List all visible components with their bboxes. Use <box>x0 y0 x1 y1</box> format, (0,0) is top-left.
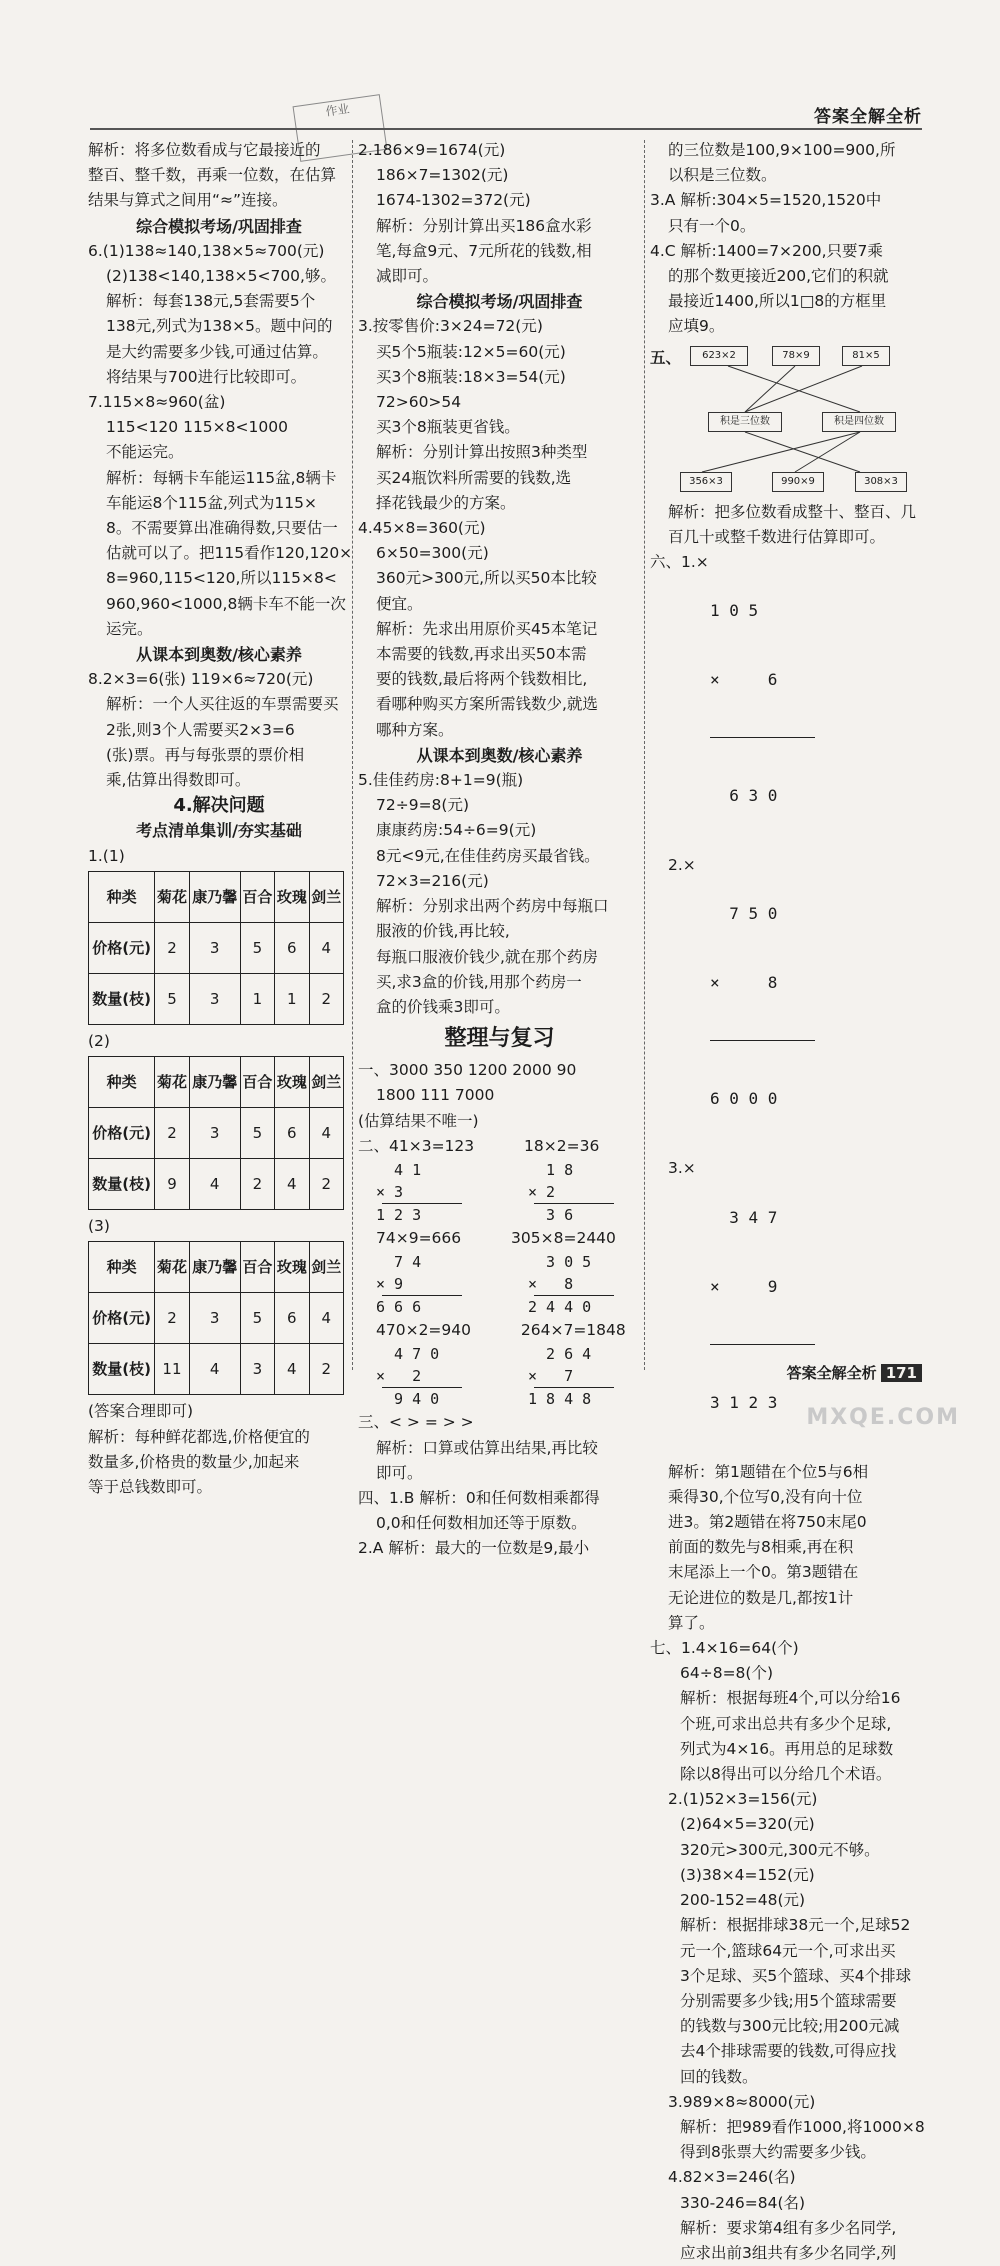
analysis-line: 解析：根据每班4个,可以分给16 <box>680 1689 901 1708</box>
table-row <box>89 1293 344 1344</box>
answer-line: 3.A 解析:304×5=1520,1520中 <box>650 191 882 210</box>
answer-line: 72>60>54 <box>376 393 462 412</box>
analysis-line: 买24瓶饮料所需要的钱数,选 <box>376 468 572 487</box>
page-footer <box>787 1362 922 1383</box>
analysis-line: 前面的数先与8相乘,再在积 <box>668 1538 854 1557</box>
answer-line <box>358 1318 641 1343</box>
table-cell: 3 <box>189 922 240 973</box>
calc-row: 6 3 0 <box>710 786 778 806</box>
table-cell: 价格(元) <box>89 1293 155 1344</box>
calc-row: 3 1 2 3 <box>710 1392 778 1412</box>
answer-line: (2)138<140,138×5<700,够。 <box>106 267 336 286</box>
analysis-line: 分别需要多少钱;用5个篮球需要 <box>680 1991 897 2010</box>
table-cell: 5 <box>155 973 189 1024</box>
analysis-line: 应填9。 <box>668 317 725 336</box>
page-header: 答案全解全析 <box>814 107 922 127</box>
calc-row: 4 1 <box>376 1160 422 1179</box>
answer-line: 72÷9=8(元) <box>376 796 470 815</box>
vertical-calc <box>376 1159 488 1226</box>
section-heading: 考点清单集训/夯实基础 <box>136 821 302 841</box>
answer-line: 8.2×3=6(张) 119×6≈720(元) <box>88 670 314 689</box>
table-cell: 3 <box>189 1108 240 1159</box>
table-cell: 数量(枝) <box>89 1159 155 1210</box>
analysis-line: 运完。 <box>106 619 153 638</box>
table-cell: 9 <box>155 1159 189 1210</box>
table-cell: 康乃馨 <box>189 871 240 922</box>
table-cell: 玫瑰 <box>275 1242 309 1293</box>
table-cell: 2 <box>309 973 343 1024</box>
chapter-title: 整理与复习 <box>444 1026 555 1052</box>
table-cell: 4 <box>189 1344 240 1395</box>
calc-rule <box>710 737 815 738</box>
answer-line: 4.82×3=246(名) <box>668 2168 796 2187</box>
answer-line: 便宜。 <box>376 594 423 613</box>
analysis-line: 解析：口算或估算出结果,再比较 <box>376 1438 598 1457</box>
expression-box: 78×9 <box>772 346 820 366</box>
vertical-calc <box>528 1251 640 1318</box>
calc-row: 7 4 <box>376 1253 422 1272</box>
vertical-calc-pair <box>376 1159 641 1226</box>
table-cell: 2 <box>155 1293 189 1344</box>
table-cell: 1 <box>240 973 274 1024</box>
analysis-line: 解析：根据排球38元一个,足球52 <box>680 1916 911 1935</box>
table-row <box>89 1159 344 1210</box>
analysis-line: 乘得30,个位写0,没有向十位 <box>668 1487 863 1506</box>
table-cell: 2 <box>309 1344 343 1395</box>
answer-line: 2.× <box>668 856 696 875</box>
calc-row: 6 0 0 0 <box>710 1089 778 1109</box>
analysis-line: 每瓶口服液价钱少,就在那个药房 <box>376 947 598 966</box>
analysis-line: 估就可以了。把115看作120,120× <box>106 544 353 563</box>
table-cell: 菊花 <box>155 871 189 922</box>
calc-row: 1 8 4 8 <box>528 1390 592 1409</box>
answer-line: 康康药房:54÷6=9(元) <box>376 821 537 840</box>
calc-row: 2 6 4 <box>528 1345 592 1364</box>
answer-line: 72×3=216(元) <box>376 871 489 890</box>
table-cell: 4 <box>309 922 343 973</box>
table-cell: 数量(枝) <box>89 1344 155 1395</box>
table-cell: 剑兰 <box>309 1242 343 1293</box>
vertical-calc <box>710 553 932 853</box>
answer-line: 买3个8瓶装:18×3=54(元) <box>376 367 566 386</box>
category-box: 积是四位数 <box>822 412 896 432</box>
analysis-line: 百几十或整千数进行估算即可。 <box>668 527 886 546</box>
vertical-calc <box>710 856 932 1156</box>
section-title: 4.解决问题 <box>173 795 265 817</box>
analysis-line: 本需要的钱数,再求出买50本需 <box>376 645 587 664</box>
table-cell: 3 <box>189 973 240 1024</box>
calc-row: 3 6 <box>528 1205 574 1224</box>
answer-line: 7.115×8≈960(盆) <box>88 393 226 412</box>
table-cell: 4 <box>309 1293 343 1344</box>
answer-line: 买5个5瓶装:12×5=60(元) <box>376 342 566 361</box>
analysis-line: 的那个数更接近200,它们的积就 <box>668 267 889 286</box>
analysis-line: 3个足球、买5个篮球、买4个排球 <box>680 1966 912 1985</box>
answer-line: 4.45×8=360(元) <box>358 519 486 538</box>
calc-row: × 6 <box>710 670 778 690</box>
answer-line: 186×7=1302(元) <box>376 166 509 185</box>
table-cell: 种类 <box>89 1242 155 1293</box>
text-line: 解析：将多位数看成与它最接近的 <box>88 141 321 159</box>
answer-line: 一、3000 350 1200 2000 90 <box>358 1061 577 1080</box>
table-row <box>89 922 344 973</box>
answer-line: 200-152=48(元) <box>680 1891 806 1910</box>
table-cell: 3 <box>240 1344 274 1395</box>
calc-row: 3 4 7 <box>710 1207 778 1227</box>
analysis-line: 是大约需要多少钱,可通过估算。 <box>106 342 328 361</box>
calc-row: 1 8 <box>528 1160 574 1179</box>
answer-line: 4.C 解析:1400=7×200,只要7乘 <box>650 241 883 260</box>
table-cell: 6 <box>275 922 309 973</box>
analysis-line: 解析：第1题错在个位5与6相 <box>668 1462 869 1481</box>
answer-line: 四、1.B 解析：0和任何数相乘都得 <box>358 1488 600 1507</box>
table-header-row <box>89 871 344 922</box>
answer-line: 8元<9元,在佳佳药房买最省钱。 <box>376 846 600 865</box>
expression-box: 356×3 <box>680 472 732 492</box>
table-cell: 4 <box>189 1159 240 1210</box>
column-3 <box>650 138 932 2266</box>
analysis-line: 无论进位的数是几,都按1计 <box>668 1588 854 1607</box>
table-cell: 种类 <box>89 1057 155 1108</box>
equation: 305×8=2440 <box>511 1228 616 1247</box>
analysis-line: 减即可。 <box>376 267 439 286</box>
analysis-line: 解析：分别求出两个药房中每瓶口 <box>376 897 609 916</box>
table-cell: 5 <box>240 1108 274 1159</box>
analysis-line: 看哪种购买方案所需钱数少,就选 <box>376 695 598 714</box>
question-label: (2) <box>88 1031 110 1050</box>
analysis-line: 解析：分别计算出按照3种类型 <box>376 443 588 462</box>
page-number: 171 <box>881 1364 922 1382</box>
calc-row: × 8 <box>710 973 778 993</box>
column-divider-1 <box>352 140 353 1370</box>
analysis-line: 8。不需要算出准确得数,只要估一 <box>106 519 338 538</box>
calc-row: × 3 <box>376 1182 404 1201</box>
answer-line <box>358 1226 641 1251</box>
analysis-line: 解析：先求出用原价买45本笔记 <box>376 619 598 638</box>
calc-row: 6 6 6 <box>376 1298 422 1317</box>
calc-row: 3 0 5 <box>528 1253 592 1272</box>
analysis-line: 个班,可求出总共有多少个足球, <box>680 1714 892 1733</box>
analysis-line: 盒的价钱乘3即可。 <box>376 997 510 1016</box>
answer-line: 2.186×9=1674(元) <box>358 141 506 159</box>
table-cell: 剑兰 <box>309 871 343 922</box>
header-rule <box>90 128 922 130</box>
vertical-calc <box>376 1251 488 1318</box>
question-label: 五、 <box>650 348 682 367</box>
table-header-row <box>89 1057 344 1108</box>
note-line: (估算结果不唯一) <box>358 1111 479 1130</box>
vertical-calc-pair <box>376 1251 641 1318</box>
analysis-line: 乘,估算出得数即可。 <box>106 771 251 790</box>
flower-table-3 <box>88 1241 344 1395</box>
analysis-line: 960,960<1000,8辆卡车不能一次 <box>106 594 346 613</box>
table-cell: 数量(枝) <box>89 973 155 1024</box>
analysis-line: 车能运8个115盆,列式为115× <box>106 493 317 512</box>
analysis-line: 解析：要求第4组有多少名同学, <box>680 2218 897 2237</box>
matching-diagram <box>650 344 920 494</box>
table-cell: 4 <box>275 1344 309 1395</box>
analysis-line: 2张,则3个人需要买2×3=6 <box>106 720 295 739</box>
analysis-line: 应求出前3组共有多少名同学,列 <box>680 2243 897 2262</box>
table-cell: 2 <box>155 1108 189 1159</box>
analysis-line: 元一个,篮球64元一个,可求出买 <box>680 1941 896 1960</box>
answer-line <box>358 1134 641 1159</box>
table-cell: 6 <box>275 1293 309 1344</box>
answer-line: 6×50=300(元) <box>376 544 489 563</box>
section-heading: 从课本到奥数/核心素养 <box>136 645 302 665</box>
expression-box: 623×2 <box>690 346 748 366</box>
analysis-line: 的钱数与300元比较;用200元减 <box>680 2017 900 2036</box>
answer-line: 330-246=84(名) <box>680 2193 806 2212</box>
analysis-line: 择花钱最少的方案。 <box>376 493 516 512</box>
text-line: 结果与算式之间用“≈”连接。 <box>88 191 288 210</box>
table-cell: 玫瑰 <box>275 871 309 922</box>
calc-row: × 8 <box>528 1275 574 1294</box>
answer-line: 七、1.4×16=64(个) <box>650 1639 799 1658</box>
table-cell: 价格(元) <box>89 922 155 973</box>
equation: 18×2=36 <box>524 1136 600 1155</box>
analysis-line: 138元,列式为138×5。题中问的 <box>106 317 333 336</box>
calc-row: × 7 <box>528 1367 574 1386</box>
table-row <box>89 1344 344 1395</box>
analysis-line: (张)票。再与每张票的票价相 <box>106 745 305 764</box>
table-cell: 6 <box>275 1108 309 1159</box>
analysis-line: 服液的价钱,再比较, <box>376 922 510 941</box>
table-header-row <box>89 1242 344 1293</box>
analysis-line: 要的钱数,最后将两个钱数相比, <box>376 670 588 689</box>
answer-line: 买3个8瓶装更省钱。 <box>376 418 520 437</box>
analysis-line: 哪种方案。 <box>376 720 454 739</box>
equation: 470×2=940 <box>376 1321 472 1340</box>
expression-box: 81×5 <box>842 346 890 366</box>
analysis-line: 算了。 <box>668 1613 715 1632</box>
calc-row: 1 2 3 <box>376 1205 422 1224</box>
watermark: MXQE.COM <box>806 1405 960 1430</box>
answer-line: 64÷8=8(个) <box>680 1664 774 1683</box>
answer-line: 六、1.× <box>650 553 709 572</box>
column-1 <box>88 138 353 1500</box>
calc-row: × 2 <box>528 1182 556 1201</box>
analysis-line: 解析：分别计算出买186盒水彩 <box>376 216 592 235</box>
equation: 二、41×3=123 <box>358 1136 475 1155</box>
calc-row: 4 7 0 <box>376 1345 440 1364</box>
calc-row: × 9 <box>710 1276 778 1296</box>
vertical-calc <box>528 1343 640 1410</box>
calc-row: 1 0 5 <box>710 601 759 621</box>
section-heading: 综合模拟考场/巩固排查 <box>416 292 583 312</box>
calc-rule <box>710 1344 815 1345</box>
column-divider-2 <box>644 140 645 1370</box>
table-cell: 价格(元) <box>89 1108 155 1159</box>
analysis-line: 解析：每种鲜花都选,价格便宜的 <box>88 1427 310 1446</box>
table-cell: 菊花 <box>155 1057 189 1108</box>
answer-line: 115<120 115×8<1000 <box>106 418 288 437</box>
analysis-line: 8=960,115<120,所以115×8< <box>106 569 337 588</box>
note-line: (答案合理即可) <box>88 1402 194 1421</box>
table-row <box>89 973 344 1024</box>
analysis-line: 最接近1400,所以1□8的方框里 <box>668 292 887 311</box>
analysis-line: 去4个排球需要的钱数,可得应找 <box>680 2042 897 2061</box>
analysis-line: 解析：每辆卡车能运115盆,8辆卡 <box>106 468 337 487</box>
analysis-line: 等于总钱数即可。 <box>88 1477 213 1496</box>
analysis-line: 买,求3盒的价钱,用那个药房一 <box>376 972 582 991</box>
answer-line: (2)64×5=320(元) <box>680 1815 815 1834</box>
analysis-line: 解析：把多位数看成整十、整百、几 <box>668 502 917 521</box>
analysis-line: 将结果与700进行比较即可。 <box>106 367 307 386</box>
table-cell: 2 <box>309 1159 343 1210</box>
answer-line: 1800 111 7000 <box>376 1086 495 1105</box>
table-cell: 百合 <box>240 1057 274 1108</box>
section-heading: 从课本到奥数/核心素养 <box>416 745 583 765</box>
table-cell: 4 <box>309 1108 343 1159</box>
table-cell: 5 <box>240 922 274 973</box>
table-cell: 康乃馨 <box>189 1242 240 1293</box>
analysis-line: 笔,每盒9元、7元所花的钱数,相 <box>376 241 592 260</box>
table-cell: 11 <box>155 1344 189 1395</box>
answer-line: 2.A 解析：最大的一位数是9,最小 <box>358 1539 590 1558</box>
flower-table-1 <box>88 871 344 1025</box>
calc-row: 2 4 4 0 <box>528 1298 592 1317</box>
answer-line: 1674-1302=372(元) <box>376 191 531 210</box>
answer-line: 不能运完。 <box>106 443 184 462</box>
answer-line: 3.按零售价:3×24=72(元) <box>358 317 543 336</box>
analysis-line: 解析：一个人买往返的车票需要买 <box>106 695 339 714</box>
answer-line: 5.佳佳药房:8+1=9(瓶) <box>358 771 524 790</box>
analysis-line: 以积是三位数。 <box>668 166 777 185</box>
expression-box: 308×3 <box>855 472 907 492</box>
answer-line: 6.(1)138≈140,138×5≈700(元) <box>88 241 325 260</box>
equation: 264×7=1848 <box>520 1321 626 1340</box>
table-cell: 4 <box>275 1159 309 1210</box>
table-cell: 2 <box>240 1159 274 1210</box>
footer-label: 答案全解全析 <box>786 1364 877 1382</box>
table-cell: 剑兰 <box>309 1057 343 1108</box>
analysis-line: 解析：每套138元,5套需要5个 <box>106 292 316 311</box>
calc-row: × 9 <box>376 1275 404 1294</box>
answer-line: (3)38×4=152(元) <box>680 1865 815 1884</box>
table-cell: 百合 <box>240 1242 274 1293</box>
table-cell: 2 <box>155 922 189 973</box>
equation: 74×9=666 <box>376 1228 462 1247</box>
analysis-line: 即可。 <box>376 1463 423 1482</box>
calc-row: 9 4 0 <box>376 1390 440 1409</box>
table-cell: 玫瑰 <box>275 1057 309 1108</box>
text-line: 整百、整千数，再乘一位数，在估算 <box>88 166 337 185</box>
answer-line: 3.× <box>668 1159 696 1178</box>
column-2 <box>358 138 641 1562</box>
calc-row: × 2 <box>376 1367 422 1386</box>
answer-line: 3.989×8≈8000(元) <box>668 2092 816 2111</box>
analysis-line: 列式为4×16。再用总的足球数 <box>680 1739 894 1758</box>
answer-line: 360元>300元,所以买50本比较 <box>376 569 597 588</box>
table-cell: 3 <box>189 1293 240 1344</box>
analysis-line: 回的钱数。 <box>680 2067 758 2086</box>
section-heading: 综合模拟考场/巩固排查 <box>136 216 302 236</box>
vertical-calc <box>376 1343 488 1410</box>
table-cell: 1 <box>275 973 309 1024</box>
table-cell: 康乃馨 <box>189 1057 240 1108</box>
vertical-calc <box>528 1159 640 1226</box>
table-row <box>89 1108 344 1159</box>
answer-line: 2.(1)52×3=156(元) <box>668 1790 818 1809</box>
expression-box: 990×9 <box>772 472 824 492</box>
analysis-line: 末尾添上一个0。第3题错在 <box>668 1563 859 1582</box>
flower-table-2 <box>88 1056 344 1210</box>
answer-line: 三、< > = > > <box>358 1413 474 1432</box>
calc-rule <box>710 1040 815 1041</box>
vertical-calc-pair <box>376 1343 641 1410</box>
table-cell: 菊花 <box>155 1242 189 1293</box>
question-label: (3) <box>88 1217 110 1236</box>
analysis-line: 除以8得出可以分给几个术语。 <box>680 1765 892 1784</box>
table-cell: 百合 <box>240 871 274 922</box>
table-cell: 种类 <box>89 871 155 922</box>
category-box: 积是三位数 <box>708 412 782 432</box>
analysis-line: 得到8张票大约需要多少钱。 <box>680 2143 876 2162</box>
homework-stamp: 作业 <box>293 94 388 162</box>
analysis-line: 0,0和任何数相加还等于原数。 <box>376 1514 587 1533</box>
table-cell: 5 <box>240 1293 274 1344</box>
calc-row: 7 5 0 <box>710 904 778 924</box>
analysis-line: 进3。第2题错在将750末尾0 <box>668 1513 867 1532</box>
analysis-line: 只有一个0。 <box>668 216 756 235</box>
question-label: 1.(1) <box>88 846 125 865</box>
analysis-line: 的三位数是100,9×100=900,所 <box>668 141 896 159</box>
analysis-line: 解析：把989看作1000,将1000×8 <box>680 2117 925 2136</box>
answer-line: 320元>300元,300元不够。 <box>680 1840 880 1859</box>
analysis-line: 数量多,价格贵的数量少,加起来 <box>88 1452 300 1471</box>
